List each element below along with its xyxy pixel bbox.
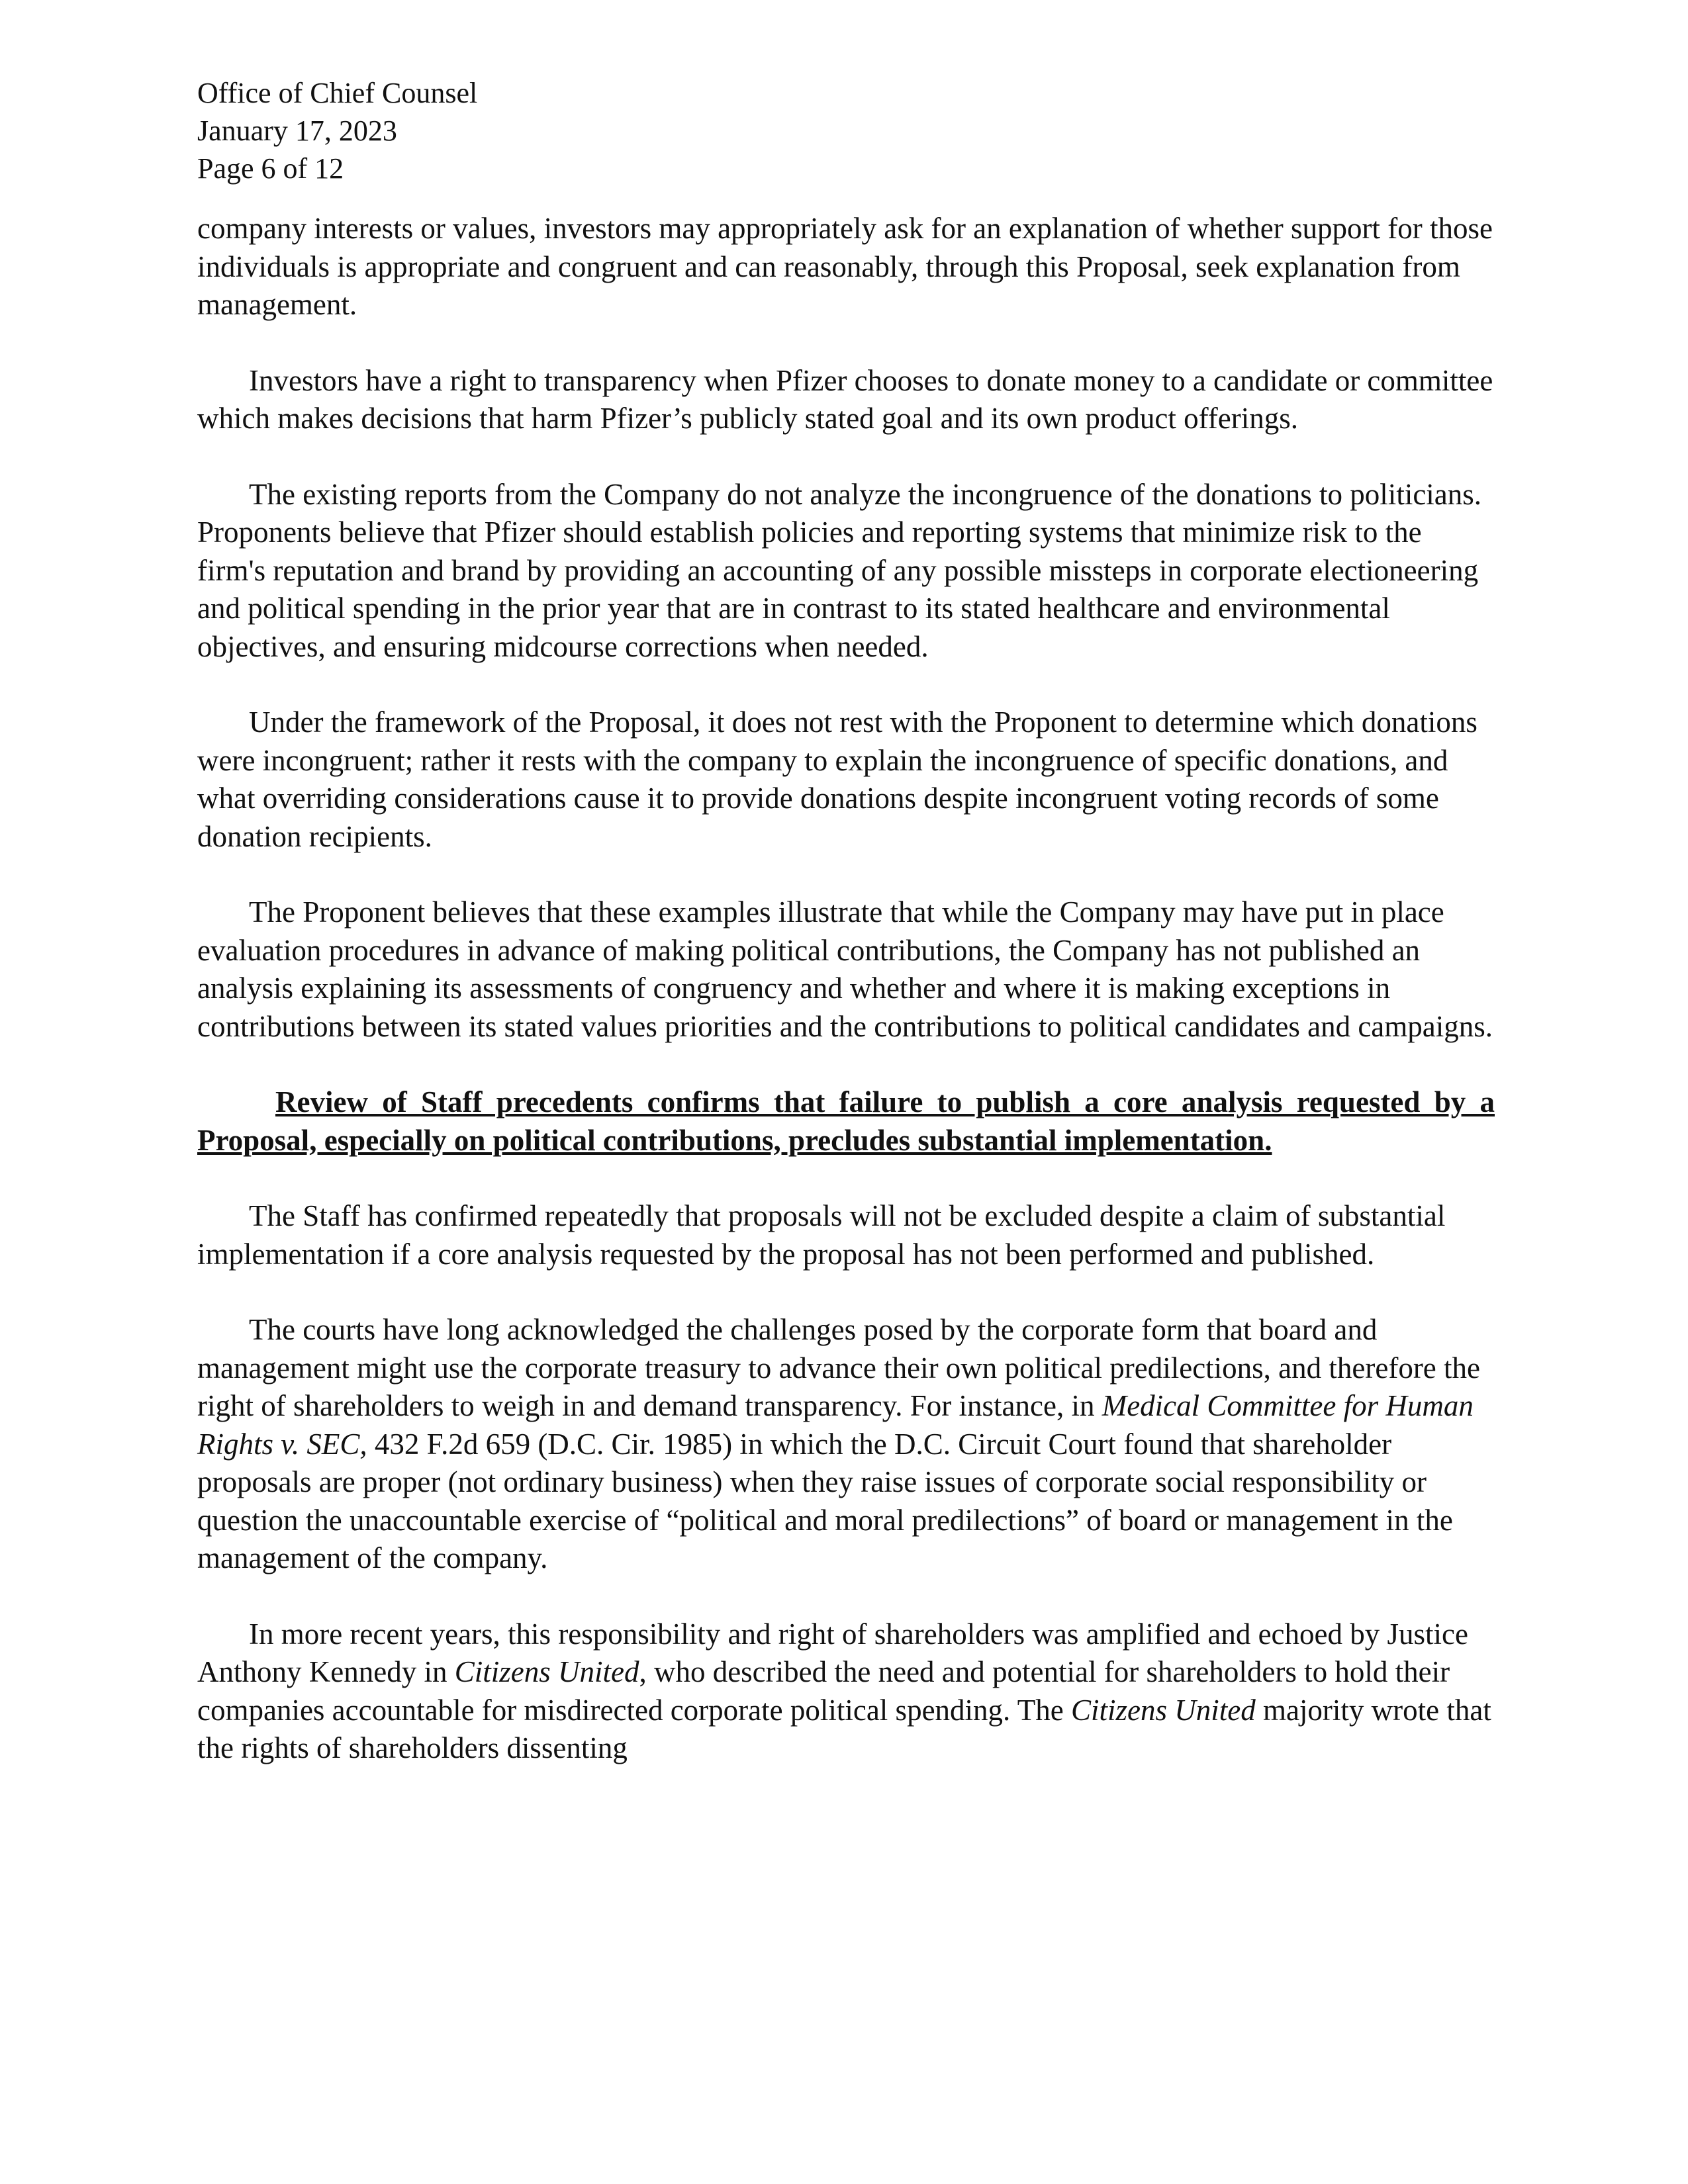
paragraph-7-text-a: The courts have long acknowledged the challenges posed by the corporate form that board and management might use the corporate treasury to advance their own political predilections, and therefore the right of shareholders to weigh in and demand transparency. For instance, in	[197, 1313, 1481, 1422]
letter-header	[197, 74, 1495, 187]
case-citation-citizens-united: Citizens United	[454, 1655, 639, 1688]
paragraph-8	[197, 1615, 1495, 1768]
paragraph-3: The existing reports from the Company do not analyze the incongruence of the donations to politicians. Proponents believe that Pfizer should establish policies and reporting systems that minimize risk to the firm's reputation and brand by providing an accounting of any possible missteps in corporate electioneering and political spending in the prior year that are in contrast to its stated healthcare and environmental objectives, and ensuring midcourse corrections when needed.	[197, 477, 1482, 663]
header-date: January 17, 2023	[197, 114, 397, 147]
case-citation-citizens-united-2: Citizens United	[1070, 1693, 1256, 1727]
paragraph-8-text-b: , who described the need and potential for shareholders to hold their companies accountable for misdirected corporate political spending. The	[197, 1655, 1450, 1727]
paragraph-2: Investors have a right to transparency when Pfizer chooses to donate money to a candidate or committee which makes decisions that harm Pfizer’s publicly stated goal and its own product offerings.	[197, 363, 1493, 435]
header-office: Office of Chief Counsel	[197, 77, 478, 109]
document-page	[197, 74, 1495, 1768]
paragraph-7-text-b: 432 F.2d 659 (D.C. Cir. 1985) in which the D.C. Circuit Court found that shareholder proposals are proper (not ordinary business) when they raise issues of corporate social responsibility or question the unaccountable exercise of “political and moral predilections” of board or management in the management of the company.	[197, 1427, 1453, 1574]
paragraph-1: company interests or values, investors may appropriately ask for an explanation of whether support for those individuals is appropriate and congruent and can reasonably, through this Proposal, seek explanation from management.	[197, 212, 1493, 321]
paragraph-6: The Staff has confirmed repeatedly that proposals will not be excluded despite a claim of substantial implementation if a core analysis requested by the proposal has not been performed and published.	[197, 1199, 1446, 1271]
paragraph-8-text-c: majority wrote that the rights of shareholders dissenting	[197, 1693, 1491, 1764]
paragraph-8-text-a: In more recent years, this responsibility and right of shareholders was amplified and echoed by Justice Anthony Kennedy in	[197, 1617, 1468, 1688]
section-heading: Review of Staff precedents confirms that failure to publish a core analysis requested by a Proposal, especially on political contributions, precludes substantial implementation.	[197, 1085, 1495, 1157]
paragraph-7	[197, 1311, 1495, 1578]
header-page-number: Page 6 of 12	[197, 152, 344, 185]
paragraph-5: The Proponent believes that these examples illustrate that while the Company may have put in place evaluation procedures in advance of making political contributions, the Company has not published an analysis explaining its assessments of congruency and whether and where it is making exceptions in contributions between its stated values priorities and the contributions to political candidates and campaigns.	[197, 895, 1493, 1043]
paragraph-4: Under the framework of the Proposal, it does not rest with the Proponent to determine which donations were incongruent; rather it rests with the company to explain the incongruence of specific donations, and what overriding considerations cause it to provide donations despite incongruent voting records of some donation recipients.	[197, 705, 1477, 853]
case-citation-medical-committee: Medical Committee for Human Rights v. SEC,	[197, 1389, 1474, 1461]
